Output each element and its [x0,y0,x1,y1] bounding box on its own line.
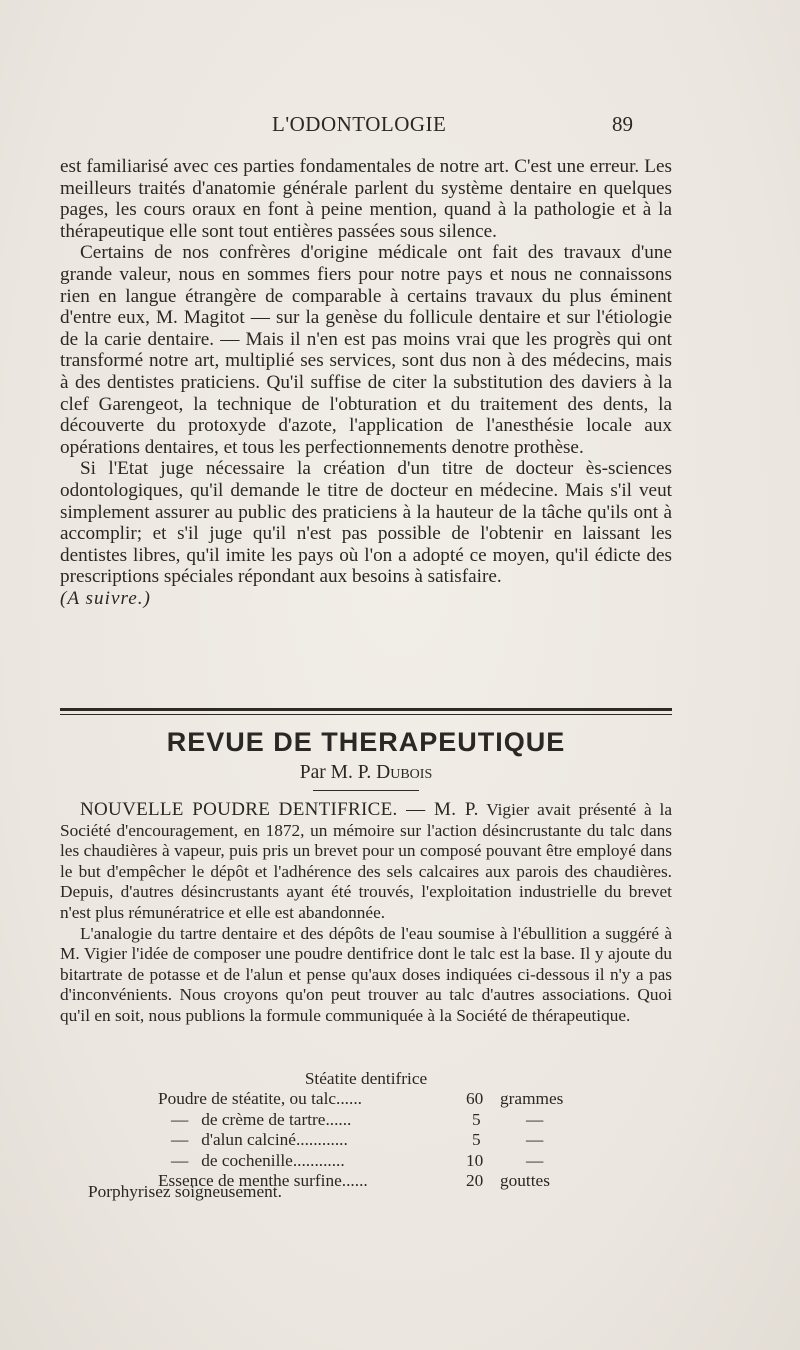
article-text [60,800,672,1027]
byline-prefix: Par M. P. [299,762,372,783]
recipe-ingredient: — de cochenille............ [158,1150,345,1170]
recipe-table [60,1089,672,1192]
running-title: L'ODONTOLOGIE [272,112,447,136]
recipe-amount: 60 [466,1089,484,1108]
recipe-title: Stéatite dentifrice [304,1069,428,1088]
divider-thick-rule [60,708,672,711]
body-paragraph: Si l'Etat juge nécessaire la création d'un titre de docteur ès-sciences odontologiques, qu'il demande le titre de docteur en médecine. Mais s'il veut simplement assurer au public des praticiens à la hauteur de la tâche qu'ils ont à accomplir; et s'il juge qu'il n'est pas possible de l'obtenir en laissant les dentistes libres, qu'il imite les pays où l'on a adopté ce moyen, qu'il édicte des prescriptions spéciales répondant aux besoins à satisfaire. [60,458,672,588]
article-paragraph: L'analogie du tartre dentaire et des dépôts de l'eau soumise à l'ébullition a suggéré à M. Vigier l'idée de composer une poudre dentifrice dont le talc est la base. Il y ajoute du bitartrate de potasse et de l'alun et pense qu'aux doses indiquées ci-dessous il n'y a pas d'inconvénients. Nous croyons qu'on peut trouver au talc d'autres associations. Quoi qu'il en soit, nous publions la formule communiquée à la Société de thérapeutique. [60,923,672,1025]
section-divider [60,705,672,717]
recipe-row [60,1151,672,1172]
recipe-unit: grammes [500,1089,564,1108]
recipe-amount: 20 [466,1171,484,1191]
recipe-unit: — [526,1109,544,1129]
page-number: 89 [612,112,633,136]
recipe-ingredient: — d'alun calciné............ [158,1130,348,1150]
recipe-amount: 10 [466,1150,484,1170]
article-paragraph-rest: Vigier avait présenté à la Société d'encouragement, en 1872, un mémoire sur l'action désincrustante du talc dans les chaudières à vapeur, puis pris un brevet pour un composé pouvant être employé dans le but d'empêcher le dépôt et l'adhérence des sels calcaires aux parois des chaudières. Depuis, d'autres désincrustants ayant été trouvés, l'exploitation industrielle du brevet n'est plus rémunératrice et elle est abandonnée. [60,800,673,922]
recipe-row [60,1130,672,1151]
recipe-row [60,1110,672,1131]
recipe-ingredient: — de crème de tartre...... [158,1109,352,1129]
body-paragraph: Certains de nos confrères d'origine médicale ont fait des travaux d'une grande valeur, nous en sommes fiers pour notre pays et nous ne connaissons rien en langue étrangère de comparable à certains travaux du plus éminent d'entre eux, M. Magitot — sur la genèse du follicule dentaire et sur l'étiologie de la carie dentaire. — Mais il n'en est pas moins vrai que les progrès qui ont transformé notre art, multiplié ses services, sont dus non à des médecins, mais à des dentistes praticiens. Qu'il suffise de citer la substitution des daviers à la clef Garengeot, la technique de l'obturation et du traitement des dents, la découverte du protoxyde d'azote, l'application de l'anesthésie locale aux opérations dentaires, et tous les perfectionnements denotre prothèse. [60,242,672,458]
article-paragraph [60,800,672,924]
continued-article-text [60,156,672,609]
recipe-unit: — [526,1150,544,1170]
recipe-instruction: Porphyrisez soigneusement. [88,1182,282,1201]
recipe-row [60,1089,672,1110]
recipe-amount: 5 [472,1109,481,1129]
divider-thin-rule [60,714,672,715]
article-lead: NOUVELLE POUDRE DENTIFRICE. — M. P. [80,799,479,820]
recipe-unit: — [526,1130,544,1150]
to-be-continued-note: (A suivre.) [60,587,151,609]
section-title: REVUE DE THERAPEUTIQUE [166,727,566,757]
byline [60,762,672,784]
running-head [0,112,800,140]
recipe-ingredient: Essence de menthe surfine...... [158,1171,368,1191]
byline-rule [313,790,419,791]
byline-author: Dubois [376,762,433,783]
recipe-amount: 5 [472,1130,481,1150]
body-paragraph: est familiarisé avec ces parties fondamentales de notre art. C'est une erreur. Les meilleurs traités d'anatomie générale parlent du système dentaire en quelques pages, les cours oraux en font à peine mention, quand à la pathologie et à la thérapeutique elle sont tout entières passées sous silence. [60,156,672,242]
recipe-ingredient: Poudre de stéatite, ou talc...... [158,1089,362,1108]
recipe-unit: gouttes [500,1171,550,1191]
